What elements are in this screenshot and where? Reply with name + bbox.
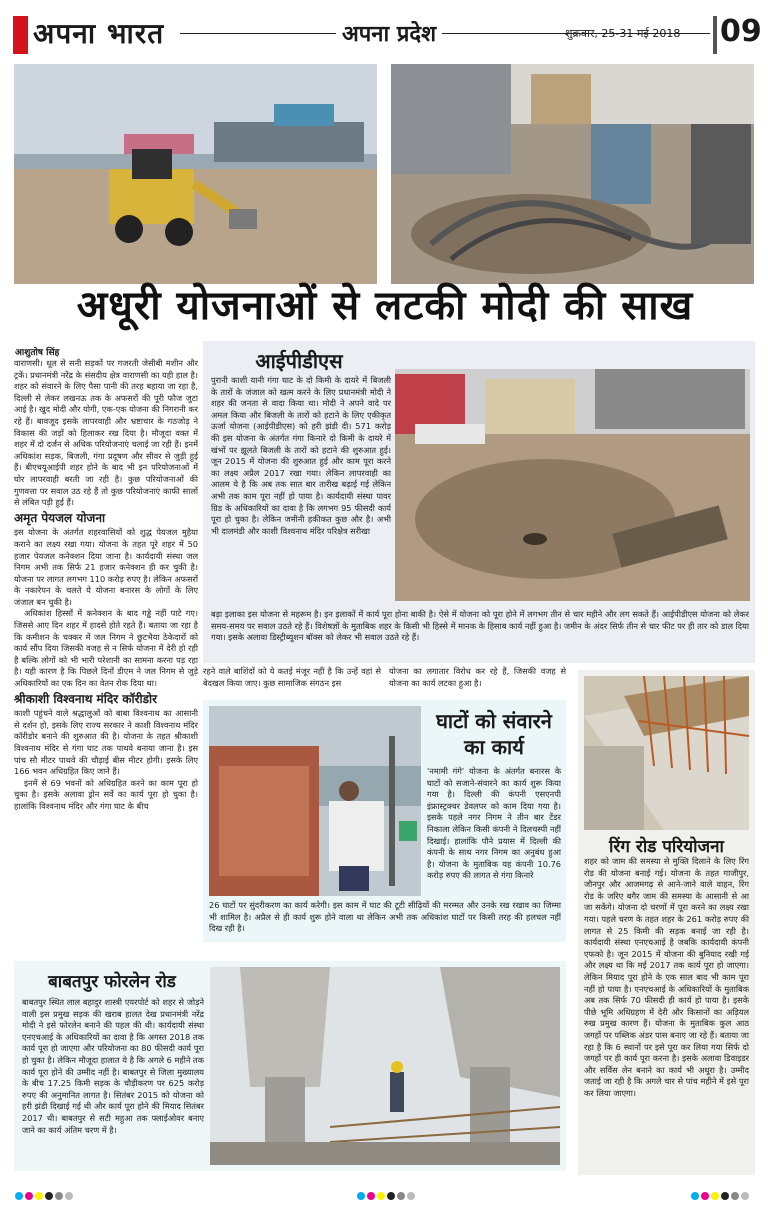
- amrut-paragraph-2: अधिकांश हिस्सों में कनेक्शन के बाद गड्ढे नहीं पाटे गए। जिससे आए दिन शहर में हादसे होते रहते हैं। बताया जा रहा है कि कमीशन के चक्कर में जल निगम ने छुटभैया ठेकेदारों को कार्य सौंप दिया जिसकी वजह से न सिर्फ योजना में देरी हो रही है बल्कि लोगों को भी भारी परेशानी का सामना करना पड़ रहा है। यही कारण है कि पिछले दिनों डीएम ने जल निगम से जुड़े अधिकारियों का एक दिन का वेतन रोक दिया था।: [14, 608, 198, 689]
- ghat-title: घाटों को संवारने का कार्य: [436, 709, 552, 759]
- masthead-red-bar: [13, 16, 28, 54]
- print-registration-marks-left: [14, 1186, 84, 1205]
- ghat-text: 'नमामी गंगे' योजना के अंतर्गत बनारस के घाटों को सजाने-संवारने का कार्य शुरू किया गया है। दिल्ली की कंपनी एसएनपी इंफ्रास्ट्रक्चर डेवलपर को काम दिया गया है। इसके पहले नगर निगम ने तीन बार टेंडर निकाला लेकिन किसी कंपनी ने दिलचस्पी नहीं दिखाई। हालांकि पौने प्रयास में दिल्ली की कंपनी के साथ नगर निगम का अनुबंध हुआ है। योजना के मुताबिक यह कंपनी 10.76 करोड़ रुपए की लागत से गंगा किनारे: [427, 766, 561, 881]
- print-registration-marks-center: [356, 1186, 426, 1205]
- ghat-text-continued: 26 घाटों पर सुंदरीकरण का कार्य करेगी। इस काम में घाट की टूटी सीढ़ियों की मरम्मत और उनके रख रखाव का जिम्मा भी शामिल है। अप्रैल से ही कार्य शुरू होने वाला था लेकिन अभी तक अधिकांश घाटों पर किसी तरह की हलचल नहीं दिख रही है।: [209, 900, 561, 934]
- vishwanath-paragraph-2: इनमें से 69 भवनों को अधिग्रहित करने का काम पूरा हो चुका है। इसके अलावा ड्रोन सर्वे का कार्य पूरा हो चुका है। हालांकि विश्वनाथ मंदिर और गंगा घाट के बीच: [14, 777, 198, 811]
- ring-road-title: रिंग रोड परियोजना: [609, 837, 724, 857]
- photo-ipds-dug-road: [395, 369, 750, 601]
- photo-ring-road: [584, 676, 749, 830]
- vishwanath-paragraph: काशी पहुंचने वाले श्रद्धालुओं को बाबा विश्वनाथ का आसानी से दर्शन हो, इसके लिए राज्य सरकार ने काशी विश्वनाथ मंदिर कॉरीडोर बनाने की शुरुआत की है। योजना के तहत श्रीकाशी विश्वनाथ मंदिर से गंगा घाट तक पाथवे बनाया जाना है। इस पांच सौ मीटर पाथवे की चौड़ाई बीस मीटर होगी। इसके लिए 166 भवन अधिग्रहित किए जाने हैं।: [14, 708, 198, 777]
- photo-dug-street: [391, 64, 754, 284]
- main-story-continuation-2: योजना का लगातार विरोध कर रहे हैं, जिसकी वजह से योजना का कार्य लटका हुआ है।: [389, 666, 566, 688]
- ring-road-box: [578, 670, 755, 1175]
- subhead-vishwanath: श्रीकाशी विश्वनाथ मंदिर कॉरीडोर: [14, 691, 158, 706]
- paper-name: अपना भारत: [33, 17, 165, 50]
- main-story-continuation: रहने वाले बाशिंदों को ये कतई मंजूर नहीं है कि उन्हें वहां से बेदखल किया जाए। कुछ सामाजिक संगठन इस: [203, 666, 381, 688]
- photo-jcb-ghat: [14, 64, 377, 284]
- main-headline: अधूरी योजनाओं से लटकी मोदी की साख: [76, 282, 694, 329]
- photo-flyover: [210, 967, 560, 1165]
- subhead-amrut: अमृत पेयजल योजना: [14, 510, 106, 525]
- photo-ghat-worker: [209, 706, 421, 896]
- ipds-text-continued: बड़ा इलाका इस योजना से महरूम है। इन इलाकों में कार्य पूरा होना बाकी है। ऐसे में योजना को पूरा होने में लगभग तीन से चार महीने और लग सकते हैं। आईपीडीएस योजना को लेकर समय-समय पर सवाल उठते रहे हैं। विशेषज्ञों के मुताबिक शहर के किसी भी हिस्से में मानक के हिसाब कार्य नहीं हुआ है। जमीन के अंदर सिर्फ तीन से चार फीट पर ही तार को डाल दिया गया। इसके अलावा डिस्ट्रीब्यूशन बॉक्स को लेकर भी सवाल उठते रहे हैं।: [211, 609, 749, 643]
- print-registration-marks-right: [690, 1186, 760, 1205]
- byline: आशुतोष सिंह: [15, 348, 60, 358]
- ghat-box: [203, 700, 566, 942]
- page-number-divider: [713, 16, 717, 54]
- babatpur-box: [14, 961, 566, 1171]
- ipds-box: [203, 341, 755, 663]
- issue-date: शुक्रवार, 25-31 मई 2018: [565, 27, 681, 40]
- ring-road-text: शहर को जाम की समस्या से मुक्ति दिलाने के लिए रिंग रोड की योजना बनाई गई। योजना के तहत गाजीपुर, जौनपुर और आजमगढ़ से आने-जाने वाले वाहन, रिंग रोड के जरिए बगैर जाम की समस्या के आसानी से आ जा सकेंगे। योजना दो चरणों में पूरा करने का लक्ष्य रखा गया। पहले चरण के तहत शहर के 261 करोड़ रुपए की लागत से 25 किमी की सड़क बनाई जा रही है। कार्यदायी संस्था एनएचआई है जबकि कार्यदायी कंपनी एफको है। जून 2015 में योजना की बुनियाद रखी गई और लक्ष्य था कि मई 2017 तक कार्य पूरा हो जाएगा। लेकिन मियाद पूरा होने के एक साल बाद भी काम पूरा नहीं हो पाया है। एनएचआई के अधिकारियों के मुताबिक अब तक सिर्फ 70 फीसदी ही कार्य हो पाया है। इसके पीछे भूमि अधिग्रहण में देरी और किसानों का अड़ियल रुख प्रमुख कारण हैं। योजना के मुताबिक कुल आठ जगहों पर पब्लिक अंडर पास बनाए जा रहे हैं। बताया जा रहा है कि 6 स्थानों पर इसे पूरा कर लिया गया सिर्फ दो जगहों पर ही कार्य पूरा करना है। इसके अलावा डिवाइडर और सर्विस लेन बनाने का कार्य भी अधूरा है। उम्मीद जताई जा रही है कि अगले चार से पांच महीने में इसे पूरा कर लिया जाएगा।: [584, 856, 749, 1098]
- main-story-intro: वाराणसी। धूल से सनी सड़कों पर गजरती जेसीबी मशीन और ट्रकें। प्रधानमंत्री नरेंद्र के संसदीय क्षेत्र वाराणसी का यही हाल है। शहर को संवारने के लिए पैसा पानी की तरह बहाया जा रहा है, दिल्ली से लेकर लखनऊ तक के अफसरों की पूरी फौज जुटा आई है। खुद मोदी और योगी, एक-एक योजना की निगरानी कर रहे हैं। बावजूद इसके लापरवाही और भ्रष्टाचार के गठजोड़ ने विकास की जड़ों को हिलाकर रख दिया है। मौजूदा वक्त में शहर में दो दर्जन से अधिक परियोजनाएं चलाई जा रही हैं। इनमें अधिकांश सड़क, बिजली, गंगा प्रदूषण और सीवर से जुड़ी हुई हैं। बीएचयूआईपी शहर होने के बाद भी इन परियोजनाओं में घोर लापरवाही बरती जा रही है। कुछ परियोजनाओं की गुणवत्ता पर सवाल उठ रहे हैं तो कुछ परियोजनाएं काफी सालों से लंबित पड़ी हुई हैं।: [14, 358, 198, 508]
- ipds-text: पुरानी काशी यानी गंगा घाट के दो किमी के दायरे में बिजली के तारों के जंजाल को खत्म करने के लिए प्रधानमंत्री मोदी ने शहर की जनता से वादा किया था। मोदी ने अपने वादे पर अमल किया और बिजली के तारों को हटाने के लिए एकीकृत ऊर्जा योजना (आईपीडीएस) को हरी झंडी दी। 571 करोड़ की इस योजना के अंतर्गत गंगा किनारे दो किमी के दायरे में खंभों पर झूलते बिजली के तारों को हटाने की शुरुआत हुई। जून 2015 में योजना की शुरुआत हुई और काम पूरा करने का लक्ष्य अप्रैल 2017 रखा गया। लेकिन लापरवाही का आलम ये है कि अब तक सात बार तारीख बढ़ाई गई लेकिन अभी तक काम पूरा नहीं हो पाया है। कार्यदायी संस्था पावर ग्रिड के अधिकारियों का दावा है कि लगभग 95 फीसदी कार्य पूरा हो चुका है। लेकिन जमीनी हकीकत कुछ और है। अभी भी दालमंडी और काशी विश्वनाथ मंदिर परिक्षेत्र सरीखा: [211, 375, 391, 536]
- main-story-column: [14, 358, 198, 954]
- amrut-paragraph: इस योजना के अंतर्गत शहरवासियों को शुद्ध पेयजल मुहैया कराने का लक्ष्य रखा गया। योजना के तहत पूरे शहर में 50 हजार पेयजल कनेक्शन दिया जाना है। कार्यदायी संस्था जल निगम अभी तक सिर्फ 21 हजार कनेक्शन ही कर चुकी है। योजना पर लागत लगभग 110 करोड़ रुपए है। लेकिन अफसरों के नकारेपन के चलते ये योजना बनारस के लोगों के लिए जंजाल बन चुकी है।: [14, 527, 198, 607]
- babatpur-text: बाबतपुर स्थित लाल बहादुर शास्त्री एयरपोर्ट को शहर से जोड़ने वाली इस प्रमुख सड़क की खराब हालत देख प्रधानमंत्री नरेंद्र मोदी ने इसे फोरलेन बनाने की पहल की थी। कार्यदायी संस्था एनएचआई के अधिकारियों का दावा है कि अगस्त 2018 तक कार्य पूरा हो जाएगा और परियोजना का 80 फीसदी कार्य पूरा हो चुका है। लेकिन मौजूदा हालात ये है कि अगले 6 महीने तक कार्य पूरा होने की उम्मीद नहीं है। बाबतपुर से जिला मुख्यालय के बीच 17.25 किमी सड़क के चौड़ीकरण पर 625 करोड़ रुपए की अनुमानित लागत है। सितंबर 2015 को योजना को हरी झंडी दिखाई गई थी और कार्य पूरा होने की मियाद सितंबर 2017 थी। बाबतपुर से सटी महुआ तक फ्लाईओवर बनाए जाने का कार्य अंतिम चरण में है।: [22, 997, 204, 1135]
- section-title: अपना प्रदेश: [336, 18, 442, 48]
- babatpur-title: बाबतपुर फोरलेन रोड: [48, 972, 176, 992]
- page-number: 09: [720, 14, 762, 49]
- ipds-title: आईपीडीएस: [255, 349, 343, 373]
